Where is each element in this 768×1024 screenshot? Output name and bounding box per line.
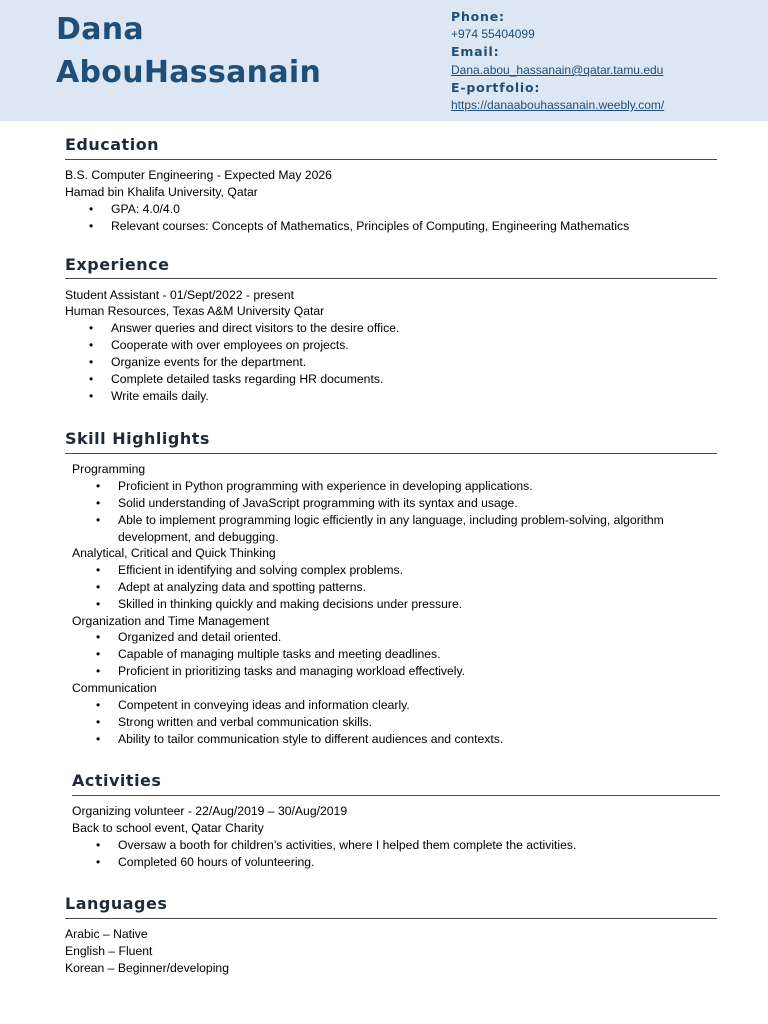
phone-label: Phone:: [451, 9, 505, 24]
skill-group-bullets: [72, 629, 465, 680]
list-item: • Ability to tailor communication style to different audiences and contexts.: [96, 732, 504, 746]
header-banner: [0, 0, 768, 121]
language-item: Arabic – Native: [65, 927, 148, 941]
list-item: • Competent in conveying ideas and information clearly.: [96, 698, 410, 712]
education-divider: [65, 159, 717, 160]
experience-role: Student Assistant - 01/Sept/2022 - present: [65, 288, 294, 302]
list-item: • Organize events for the department.: [89, 355, 307, 369]
first-name: Dana: [56, 12, 144, 47]
experience-divider: [65, 278, 717, 279]
list-item: • Adept at analyzing data and spotting patterns.: [96, 580, 366, 594]
list-item: • GPA: 4.0/4.0: [89, 202, 180, 216]
skill-group-bullets: [72, 697, 503, 748]
education-bullets: [65, 201, 629, 235]
experience-title: Experience: [65, 255, 170, 274]
skill-group-bullets: [72, 478, 722, 546]
skill-group-heading: Organization and Time Management: [72, 614, 270, 628]
list-item: • Cooperate with over employees on projects.: [89, 338, 349, 352]
list-item: • Efficient in identifying and solving complex problems.: [96, 563, 403, 577]
skill-group-heading: Communication: [72, 681, 157, 695]
list-item: • Able to implement programming logic efficiently in any language, including problem-solving, algorithm development, and debugging.: [96, 513, 664, 544]
list-item: • Write emails daily.: [89, 389, 209, 403]
list-item: • Proficient in prioritizing tasks and managing workload effectively.: [96, 664, 466, 678]
skill-group-heading: Analytical, Critical and Quick Thinking: [72, 546, 276, 560]
activities-title: Activities: [72, 771, 162, 790]
email-link[interactable]: Dana.abou_hassanain@qatar.tamu.edu: [451, 63, 664, 77]
list-item: • Oversaw a booth for children’s activities, where I helped them complete the activities.: [96, 838, 577, 852]
education-degree: B.S. Computer Engineering - Expected May 2026: [65, 168, 332, 182]
last-name: AbouHassanain: [56, 55, 322, 90]
email-label: Email:: [451, 44, 500, 59]
experience-bullets: [65, 320, 399, 405]
list-item: • Skilled in thinking quickly and making decisions under pressure.: [96, 597, 463, 611]
skill-group-heading: Programming: [72, 462, 146, 476]
portfolio-link[interactable]: https://danaabouhassanain.weebly.com/: [451, 98, 665, 112]
list-item: • Proficient in Python programming with experience in developing applications.: [96, 479, 533, 493]
list-item: • Complete detailed tasks regarding HR documents.: [89, 372, 384, 386]
education-title: Education: [65, 135, 160, 154]
activities-bullets: [72, 837, 576, 871]
languages-divider: [65, 918, 717, 919]
list-item: • Strong written and verbal communication skills.: [96, 715, 373, 729]
portfolio-label: E-portfolio:: [451, 80, 541, 95]
phone-value: +974 55404099: [451, 27, 535, 41]
skill-group-bullets: [72, 562, 462, 613]
list-item: • Relevant courses: Concepts of Mathematics, Principles of Computing, Engineering Mathematics: [89, 219, 630, 233]
list-item: • Organized and detail oriented.: [96, 630, 282, 644]
languages-title: Languages: [65, 894, 168, 913]
education-school: Hamad bin Khalifa University, Qatar: [65, 185, 258, 199]
skills-title: Skill Highlights: [65, 429, 210, 448]
activities-divider: [72, 795, 720, 796]
activities-event: Back to school event, Qatar Charity: [72, 821, 264, 835]
experience-org: Human Resources, Texas A&M University Qatar: [65, 304, 325, 318]
list-item: • Capable of managing multiple tasks and meeting deadlines.: [96, 647, 441, 661]
skills-divider: [65, 453, 717, 454]
list-item: • Answer queries and direct visitors to the desire office.: [89, 321, 400, 335]
list-item: • Completed 60 hours of volunteering.: [96, 855, 315, 869]
list-item: • Solid understanding of JavaScript programming with its syntax and usage.: [96, 496, 518, 510]
language-item: English – Fluent: [65, 944, 153, 958]
language-item: Korean – Beginner/developing: [65, 961, 229, 975]
activities-role: Organizing volunteer - 22/Aug/2019 – 30/Aug/2019: [72, 804, 348, 818]
